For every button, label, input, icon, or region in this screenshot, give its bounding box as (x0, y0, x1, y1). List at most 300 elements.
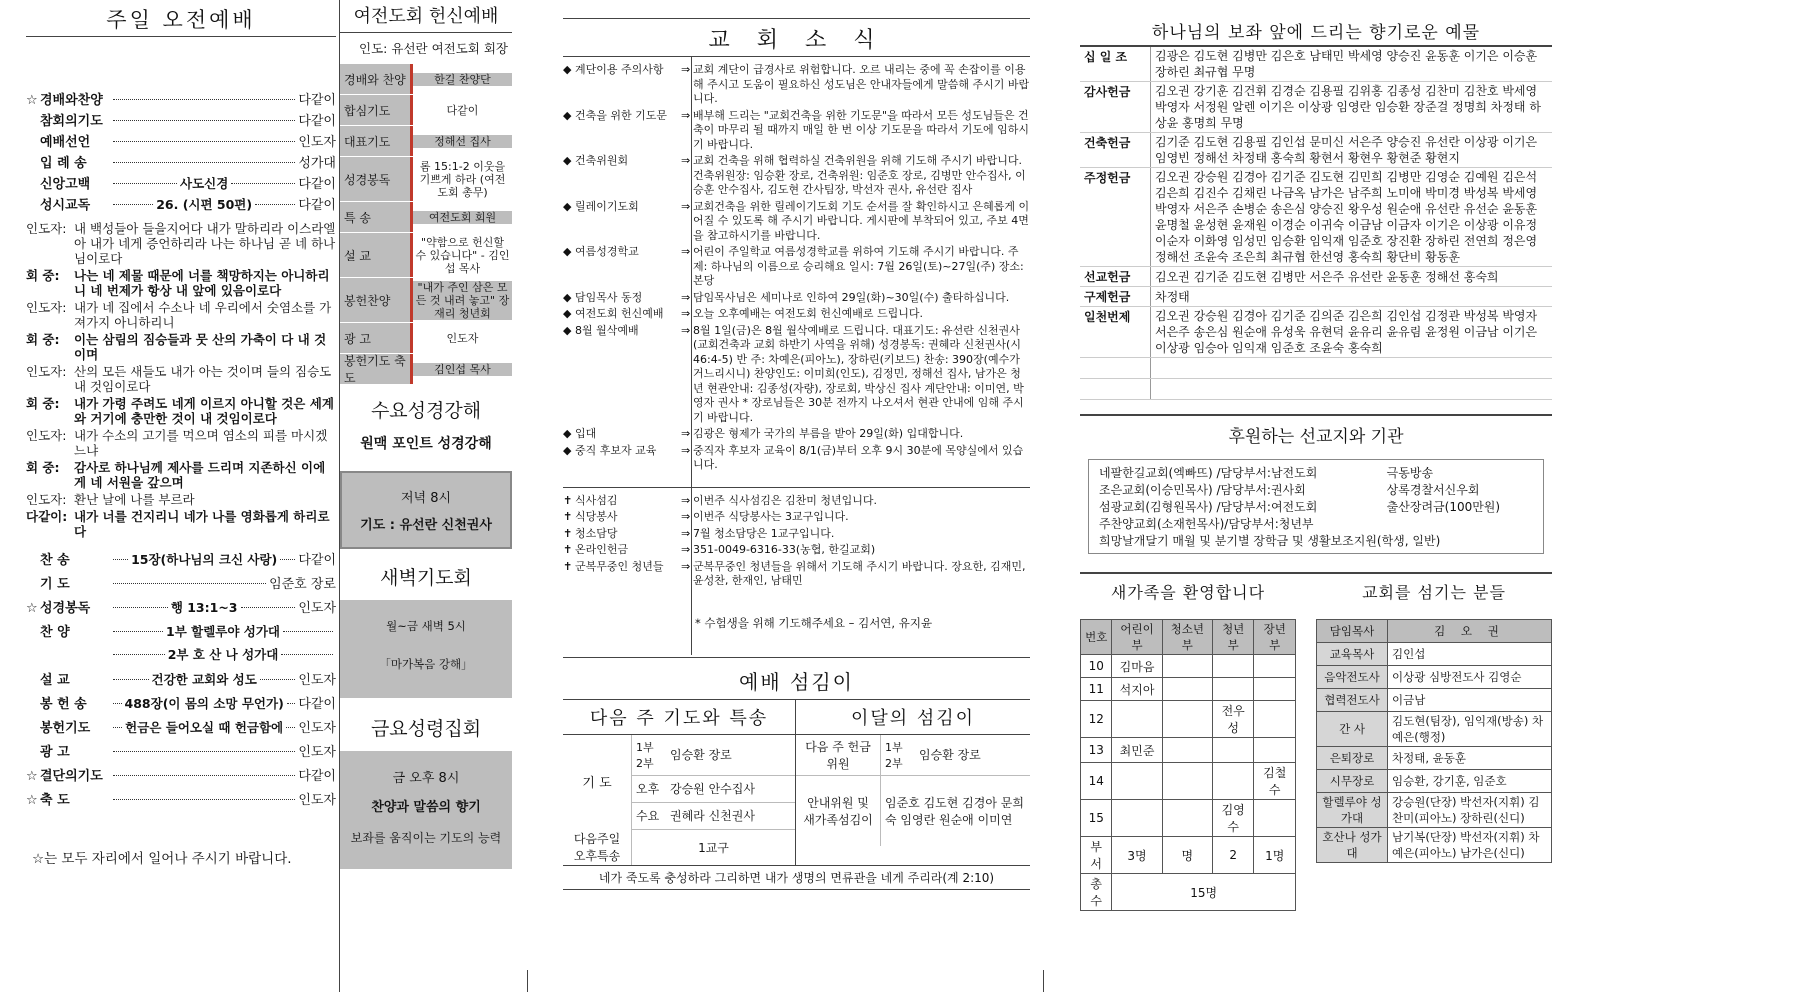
program-value: 한길 찬양단 (413, 73, 512, 86)
leader-dots (113, 678, 149, 680)
news-key: 식당봉사 (575, 510, 618, 523)
page-divider (527, 970, 528, 992)
fri-time: 금 오후 8시 (392, 771, 460, 786)
arrow-icon: ⇒ (681, 245, 691, 258)
order-who: 인도자 (298, 673, 336, 688)
offering-kind-empty (1080, 358, 1151, 379)
server-names: 이금남 (1388, 689, 1552, 712)
reading-role: 회 중: (26, 268, 60, 283)
offering-row-empty (1080, 379, 1552, 400)
news-key: 식사섬김 (575, 493, 618, 507)
program-label: 봉헌찬양 (340, 278, 413, 322)
welcome-cell: 11 (1081, 678, 1112, 701)
bullet-icon: ◆ (563, 323, 572, 337)
program-row (340, 322, 512, 353)
women-service-title: 여전도회 헌신예배 (340, 0, 512, 33)
worship-order-pane (26, 0, 336, 992)
mission-row (1095, 498, 1537, 515)
prayer-service: 수요 (632, 802, 667, 829)
offering-committee-service: 1부 2부 (881, 735, 916, 776)
mission-row (1095, 515, 1537, 532)
news-key: 릴레이기도회 (575, 199, 639, 213)
welcome-cell (1162, 701, 1212, 738)
bullet-icon: ✝ (563, 510, 573, 523)
program-label: 경배와 찬양 (340, 64, 413, 94)
offering-committee-label: 다음 주 헌금위원 (796, 735, 881, 776)
news-item (563, 200, 1030, 244)
order-who: 다같이 (298, 697, 336, 712)
order-detail: 헌금은 들어오실 때 헌금함에 (125, 720, 284, 735)
servers-title: 교회를 섬기는 분들 (1362, 583, 1506, 602)
leader-dots (241, 606, 296, 608)
program-row (340, 125, 512, 156)
fri-subtitle: 찬양과 말씀의 향기 (371, 800, 481, 815)
page-divider (1043, 970, 1044, 992)
program-row (340, 232, 512, 277)
order-label: 입 례 송 (40, 156, 87, 171)
special-value: 1교구 (698, 840, 729, 855)
mission-row (1095, 464, 1537, 481)
server-role: 협력전도사 (1317, 689, 1388, 712)
reading-text: 감사로 하나님께 제사를 드리며 지존하신 이에게 네 서원을 갚으며 (74, 460, 326, 490)
offering-title: 하나님의 보좌 앞에 드리는 향기로운 예물 (1080, 14, 1552, 47)
leader-dots (286, 726, 295, 728)
order-detail: 488장(이 몸의 소망 무언가) (124, 696, 284, 711)
order-label: 기 도 (40, 577, 70, 592)
program-label: 봉헌기도 축 도 (340, 354, 413, 384)
order-row (26, 549, 336, 573)
news-item (563, 560, 1030, 589)
welcome-header: 청소년부 (1162, 620, 1212, 655)
server-row (1317, 712, 1552, 747)
women-service-leader: 인도: 유선란 여전도회 회장 (359, 41, 508, 56)
prayer-service: 오후 (632, 775, 667, 802)
news-item (563, 324, 1030, 426)
bullet-icon: ◆ (563, 443, 572, 457)
mission-row (1095, 481, 1537, 498)
leader-dots (113, 774, 295, 776)
leader-dots (113, 119, 295, 121)
standing-footnote: ☆는 모두 자리에서 일어나 주시기 바랍니다. (32, 851, 292, 867)
order-label: 결단의기도 (40, 769, 103, 784)
bullet-icon: ✝ (563, 493, 573, 507)
reading-text: 나는 네 제물 때문에 너를 책망하지는 아니하리니 네 번제가 항상 내 앞에 있음이로다 (74, 268, 330, 298)
arrow-icon: ⇒ (681, 323, 691, 337)
reading-role: 인도자: (26, 428, 67, 443)
reading-line (26, 396, 336, 426)
wed-time: 저녁 8시 (400, 491, 452, 506)
news-value: 이번주 식사섬김은 김찬미 청년입니다. (693, 493, 878, 507)
dawn-title: 새벽기도회 (380, 567, 472, 589)
reading-text: 내가 가령 주려도 네게 이르지 아니할 것은 세계와 거기에 충만한 것이 내 것임이로다 (74, 396, 334, 426)
offering-names: 김오권 강기훈 김건휘 김경순 김용필 김위홍 김종성 김찬미 김찬호 박세영 박영자 서정원 알렌 이기은 이상광 임영란 임승환 장준걸 정명희 차정태 하상윤 홍명희 무명 (1151, 82, 1553, 133)
order-detail: 2부 호 산 나 성가대 (167, 647, 279, 662)
order-row (26, 741, 336, 765)
server-role: 시무장로 (1317, 770, 1388, 793)
order-label: 신앙고백 (40, 177, 91, 192)
prayer-person: 권혜라 신천권사 (666, 802, 795, 829)
leader-dots (113, 203, 153, 205)
order-row (26, 717, 336, 741)
welcome-cell (1254, 701, 1296, 738)
order-who: 인도자 (298, 135, 336, 150)
news-item (563, 543, 1030, 558)
order-who: 다같이 (298, 93, 336, 108)
program-value: 다같이 (446, 103, 479, 117)
order-row (26, 152, 336, 173)
mission-table (1095, 464, 1537, 532)
leader-dots (113, 582, 266, 584)
order-label: 봉 헌 송 (40, 697, 87, 712)
order-who: 인도자 (298, 793, 336, 808)
server-row (1317, 770, 1552, 793)
news-column-rule (691, 57, 692, 655)
welcome-sum-row (1081, 837, 1296, 874)
arrow-icon: ⇒ (681, 443, 691, 457)
welcome-cell (1212, 738, 1254, 763)
order-row (26, 573, 336, 597)
leader-dots (113, 798, 295, 800)
offering-names: 김오권 강승원 김경아 김기준 김의준 김은희 김인섭 김정관 박성복 박영자 서은주 송은심 원순애 유성욱 유현덕 윤유리 윤유림 윤정원 이금남 이기은 이상광 임승아 임익재 임준호 조윤숙 홍숙희 (1151, 307, 1553, 358)
order-who: 인도자 (298, 601, 336, 616)
leader-dots (255, 203, 295, 205)
welcome-header: 번호 (1081, 620, 1112, 655)
welcome-cell: 15 (1081, 800, 1112, 837)
news-value: 담임목사님은 세미나로 인하여 29일(화)~30일(수) 출타하십니다. (693, 290, 1010, 304)
program-value: 김인섭 목사 (413, 363, 512, 376)
prayer-service: 1부 2부 (632, 735, 667, 776)
program-label: 대표기도 (340, 126, 413, 156)
server-role: 음악전도사 (1317, 666, 1388, 689)
dawn-time: 월~금 새벽 5시 (386, 619, 466, 633)
news-item (563, 444, 1030, 473)
wed-title: 수요성경강해 (370, 400, 482, 422)
worship-order-list-2 (26, 549, 336, 813)
welcome-cell (1162, 678, 1212, 701)
offering-row (1080, 168, 1552, 267)
news-key: 건축위원회 (575, 154, 629, 167)
reading-role: 인도자: (26, 492, 67, 507)
news-list (563, 57, 1030, 473)
welcome-title: 새가족을 환영합니다 (1110, 583, 1266, 602)
program-label: 성경봉독 (340, 157, 413, 201)
responsive-reading (26, 221, 336, 539)
order-row (26, 89, 336, 110)
order-label: 봉헌기도 (40, 721, 91, 736)
order-label: 경배와찬양 (40, 93, 103, 108)
offering-row (1080, 267, 1552, 287)
welcome-cell: 석지아 (1112, 678, 1162, 701)
offering-kind: 주정헌금 (1080, 168, 1151, 267)
order-row (26, 693, 336, 717)
news-item (563, 109, 1030, 153)
offering-names-empty (1151, 379, 1553, 400)
prayer-person: 강승원 안수집사 (666, 775, 795, 802)
server-row (1317, 747, 1552, 770)
offering-pane (1080, 0, 1552, 992)
leader-dots (113, 606, 168, 608)
news-value: 군복무중인 청년들을 위해서 기도해 주시기 바랍니다. 장요한, 김재민, 윤성찬, 한재인, 남태민 (693, 559, 1026, 587)
news-value: 김광은 형제가 국가의 부름을 받아 29일(화) 입대합니다. (693, 427, 964, 440)
server-row (1317, 643, 1552, 666)
reading-line (26, 492, 336, 507)
order-who: 다같이 (298, 177, 336, 192)
reading-role: 다같이: (26, 509, 68, 524)
leader-dots (283, 630, 333, 632)
reading-line (26, 332, 336, 362)
leader-dots (113, 182, 177, 184)
welcome-cell: 김마음 (1112, 655, 1162, 678)
order-label: 축 도 (40, 793, 70, 808)
stand-mark: ☆ (26, 769, 38, 784)
welcome-row (1081, 678, 1296, 701)
order-detail: 건강한 교회와 성도 (151, 672, 257, 687)
reading-text: 산의 모든 새들도 내가 아는 것이며 들의 짐승도 내 것임이로다 (74, 364, 332, 394)
order-who: 인도자 (298, 745, 336, 760)
news-value: 7월 청소담당은 1교구입니다. (693, 526, 835, 540)
arrow-icon: ⇒ (681, 307, 691, 320)
arrow-icon: ⇒ (681, 290, 691, 304)
reading-text: 내가 수소의 고기를 먹으며 염소의 피를 마시겠느냐 (74, 428, 328, 458)
news-value: 8월 1일(금)은 8월 월삭예배로 드립니다. 대표기도: 유선란 신천권사(교회건축과 교회 하반기 사역을 위해) 성경봉독: 권혜라 신천권사(시 46:4-5) 반 주: 차예은(피아노), 장하린(키보드) 찬송: 390장(예수가 거느리시니) 찬양인도: 이미희(인도), 김정민, 정해선 집사, 남가은 청년 현관안내: 김종성(자량), 장로회, 박상신 집사 계단안내: 이미연, 박영자 권사 * 장로님들은 30분 전까지 나오셔서 현관 안내에 임해 주시기 바랍니다. (693, 323, 1024, 424)
news-item (563, 63, 1030, 107)
offering-row (1080, 47, 1552, 82)
program-row (340, 63, 512, 94)
welcome-cell (1112, 701, 1162, 738)
offering-names: 김오권 김기준 김도현 김병만 서은주 유선란 윤동훈 정해선 홍숙희 (1151, 267, 1553, 287)
news-key: 입대 (575, 427, 597, 440)
welcome-cell (1254, 738, 1296, 763)
order-label: 예배선언 (40, 135, 91, 150)
program-value: 정해선 집사 (413, 135, 512, 148)
prayer-person: 임승환 장로 (666, 735, 795, 776)
mission-church: 주찬양교회(소재헌목사)/담당부서:청년부 (1099, 517, 1314, 531)
program-label: 합심기도 (340, 95, 413, 125)
bullet-icon: ✝ (563, 526, 573, 540)
servers-table (1316, 619, 1552, 863)
welcome-row (1081, 800, 1296, 837)
offering-kind: 건축헌금 (1080, 133, 1151, 168)
offering-kind: 구제헌금 (1080, 287, 1151, 307)
news-key: 담임목사 동정 (575, 290, 643, 304)
reading-line (26, 221, 336, 266)
program-row (340, 353, 512, 384)
server-role: 할렐루야 성가대 (1317, 793, 1388, 828)
leader-dots (113, 653, 165, 655)
order-detail: 26. (시편 50편) (156, 197, 253, 212)
order-detail: 사도신경 (180, 176, 229, 191)
leader-dots (287, 702, 296, 704)
offering-kind: 감사헌금 (1080, 82, 1151, 133)
welcome-cell: 14 (1081, 763, 1112, 800)
usher-label: 안내위원 및 새가족섬김이 (796, 775, 881, 846)
bullet-icon: ◆ (563, 63, 572, 76)
welcome-sum-cell: 2 (1212, 837, 1254, 874)
usher-names: 임준호 김도현 김경아 문희숙 임영란 원순애 이미연 (885, 795, 1024, 827)
welcome-cell (1212, 678, 1254, 701)
church-news-pane (563, 0, 1030, 992)
news-item (563, 510, 1030, 525)
reading-line (26, 268, 336, 298)
reading-line (26, 300, 336, 330)
news-key: 건축을 위한 기도문 (575, 108, 668, 122)
dawn-subtitle: 「마가복음 강해」 (379, 657, 473, 671)
reading-text: 이는 삼림의 짐승들과 뭇 산의 가축이 다 내 것이며 (74, 332, 327, 362)
program-row (340, 94, 512, 125)
welcome-total-row (1081, 874, 1296, 911)
welcome-cell (1162, 655, 1212, 678)
order-who: 임준호 장로 (269, 577, 336, 592)
bullet-icon: ◆ (563, 427, 572, 440)
order-row (26, 645, 336, 669)
news-value: 351-0049-6316-33(농협, 한길교회) (693, 543, 876, 556)
news-key: 온라인헌금 (575, 543, 629, 556)
server-role: 교육목사 (1317, 643, 1388, 666)
welcome-cell (1254, 800, 1296, 837)
welcome-cell (1212, 655, 1254, 678)
program-row (340, 156, 512, 201)
server-role: 호산나 성가대 (1317, 828, 1388, 863)
special-label: 다음주일 오후특송 (563, 829, 632, 865)
welcome-cell (1254, 678, 1296, 701)
reading-line (26, 460, 336, 490)
leader-dots (231, 182, 295, 184)
order-label: 성경봉독 (40, 601, 91, 616)
stand-mark: ☆ (26, 93, 38, 108)
leader-dots (113, 702, 122, 704)
welcome-row (1081, 701, 1296, 738)
order-row (26, 597, 336, 621)
mission-title: 후원하는 선교지와 기관 (1080, 414, 1552, 447)
welcome-header: 청년부 (1212, 620, 1254, 655)
reading-text: 환난 날에 나를 부르라 (74, 492, 195, 507)
offering-kind: 일천번제 (1080, 307, 1151, 358)
offering-names: 김오권 강승원 김경아 김기준 김도현 김민희 김병만 김영순 김예원 김은석 김은희 김진수 김채린 나금옥 남가은 남주희 노미애 박미경 박성복 박세영 박영자 서은주 손병순 송은심 양승진 왕우성 원순애 유선란 유선순 윤동훈 윤명철 윤성현 윤재원 이경순 이귀숙 이금남 이금자 이기은 이상광 이유정 이순자 이화영 임성민 임승환 임익재 임준호 장진환 장하린 전연희 정은영 정해선 조윤숙 조은희 최규협 한선영 홍숙희 황단비 황동훈 (1151, 168, 1553, 267)
offering-row (1080, 133, 1552, 168)
server-row (1317, 793, 1552, 828)
offering-names: 김기준 김도현 김용필 김인섭 문미신 서은주 양승진 유선란 이상광 이기은 임영빈 정해선 차정태 홍숙희 황현서 황현우 황현준 황현지 (1151, 133, 1553, 168)
reading-line (26, 509, 336, 539)
arrow-icon: ⇒ (681, 510, 691, 523)
leader-dots (281, 653, 333, 655)
server-role: 담임목사 (1317, 620, 1388, 643)
server-names: 차정태, 윤동훈 (1388, 747, 1552, 770)
order-row (26, 110, 336, 131)
mission-org (1383, 515, 1537, 532)
leader-dots (280, 558, 295, 560)
news-item (563, 427, 1030, 442)
bullet-icon: ✝ (563, 543, 573, 556)
welcome-cell (1254, 655, 1296, 678)
leader-dots (113, 726, 122, 728)
server-names: 김인섭 (1388, 643, 1552, 666)
mission-org: 극동방송 (1386, 466, 1434, 480)
program-row (340, 277, 512, 322)
order-row (26, 765, 336, 789)
news-value: 이번주 식당봉사는 3교구입니다. (693, 510, 849, 523)
reading-text: 내가 네 집에서 수소나 네 우리에서 숫염소를 가져가지 아니하리니 (74, 300, 332, 330)
leader-dots (113, 140, 295, 142)
wed-prayer: 기도 : 유선란 신천권사 (360, 518, 492, 533)
reading-role: 회 중: (26, 396, 60, 411)
stand-mark: ☆ (26, 601, 38, 616)
welcome-table (1080, 619, 1296, 911)
welcome-cell: 김영수 (1212, 800, 1254, 837)
bullet-icon: ◆ (563, 108, 572, 122)
order-label: 성시교독 (40, 198, 91, 213)
reading-role: 인도자: (26, 364, 67, 379)
arrow-icon: ⇒ (681, 108, 691, 122)
news-item (563, 307, 1030, 322)
order-who: 인도자 (298, 721, 336, 736)
reading-role: 인도자: (26, 300, 67, 315)
news-value: 교회 계단이 급경사로 위험합니다. 오르 내리는 중에 꼭 손잡이를 이용해 주시고 도움이 필요하신 성도님은 안내자들에게 말씀해 주시기 바랍니다. (693, 63, 1030, 105)
program-value: 여전도회 회원 (413, 211, 512, 224)
news-value: 교회 건축을 위해 협력하실 건축위원을 위해 기도해 주시기 바랍니다. 건축위원장: 임승환 장로, 건축위원: 임준호 장로, 김병만 안수집사, 이승훈 안수집사, 김도현 간사팀장, 박선자 권사, 유선란 집사 (693, 154, 1026, 196)
server-names: 김도현(팀장), 임익재(방송) 차예은(행정) (1388, 712, 1552, 747)
worship-title: 주일 오전예배 (26, 0, 336, 37)
news-item (563, 154, 1030, 198)
order-who: 다같이 (298, 553, 336, 568)
offering-row (1080, 287, 1552, 307)
order-row (26, 669, 336, 693)
leader-dots (113, 161, 295, 163)
program-value: "약함으로 헌신할 수 있습니다" - 김인섭 목사 (415, 235, 510, 275)
order-detail: 15장(하나님의 크신 사랑) (131, 552, 278, 567)
order-row (26, 173, 336, 194)
serve-title: 예배 섬김이 (739, 669, 854, 694)
welcome-sum-cell: 부서 (1081, 837, 1112, 874)
stand-mark: ☆ (26, 793, 38, 808)
offering-kind-empty (1080, 379, 1151, 400)
server-names: 김 오 권 (1388, 620, 1552, 643)
offering-committee-person: 임승환 장로 (915, 735, 1030, 776)
leader-dots (113, 558, 128, 560)
news-value: 어린이 주일학교 여름성경학교를 위하여 기도해 주시기 바랍니다. 주제: 하나님의 이름으로 승리해요 일시: 7월 26일(토)~27일(주) 장소: 본당 (693, 245, 1024, 287)
leader-dots (113, 98, 295, 100)
fri-subtitle-2: 보좌를 움직이는 기도의 능력 (350, 831, 502, 845)
order-who: 다같이 (298, 198, 336, 213)
welcome-cell: 최민준 (1112, 738, 1162, 763)
leader-dots (113, 630, 163, 632)
program-row (340, 201, 512, 232)
arrow-icon: ⇒ (681, 543, 691, 556)
news-key: 청소담당 (575, 526, 618, 540)
month-serve-title: 이달의 섬김이 (796, 700, 1030, 735)
reading-text: 내 백성들아 들을지어다 내가 말하리라 이스라엘아 내가 네게 증언하리라 나는 하나님 곧 네 하나님이로다 (74, 221, 336, 266)
server-row (1317, 666, 1552, 689)
worship-order-list (26, 89, 336, 215)
news-key: 중직 후보자 교육 (575, 443, 657, 457)
welcome-cell: 전우성 (1212, 701, 1254, 738)
reading-role: 회 중: (26, 460, 60, 475)
program-label: 특 송 (340, 202, 413, 232)
order-who: 다같이 (298, 114, 336, 129)
arrow-icon: ⇒ (681, 154, 691, 167)
mission-last: 희망날개달기 매월 및 분기별 장학금 및 생활보조지원(학생, 일반) (1099, 534, 1441, 548)
welcome-sum-cell: 명 (1162, 837, 1212, 874)
server-row (1317, 689, 1552, 712)
news-list-2 (563, 488, 1030, 589)
server-names: 강승원(단장) 박선자(지휘) 김찬미(피아노) 장하린(신디) (1388, 793, 1552, 828)
women-service-program (340, 63, 512, 384)
welcome-cell: 김철수 (1254, 763, 1296, 800)
mission-church: 섬광교회(김형원목사) /담당부서:여전도회 (1099, 500, 1318, 514)
news-value: 배부해 드리는 "교회건축을 위한 기도문"을 따라서 모든 성도님들은 건축이 마무리 될 때까지 매일 한 번 이상 기도문을 따라서 기도에 임하시기 바랍니다. (693, 108, 1029, 151)
mission-church: 네팔한길교회(엑빠뜨) /담당부서:남전도회 (1099, 466, 1318, 480)
welcome-header: 어린이부 (1112, 620, 1162, 655)
program-value: "내가 주인 삼은 모든 것 내려 놓고" 장재리 청년회 (413, 281, 512, 320)
